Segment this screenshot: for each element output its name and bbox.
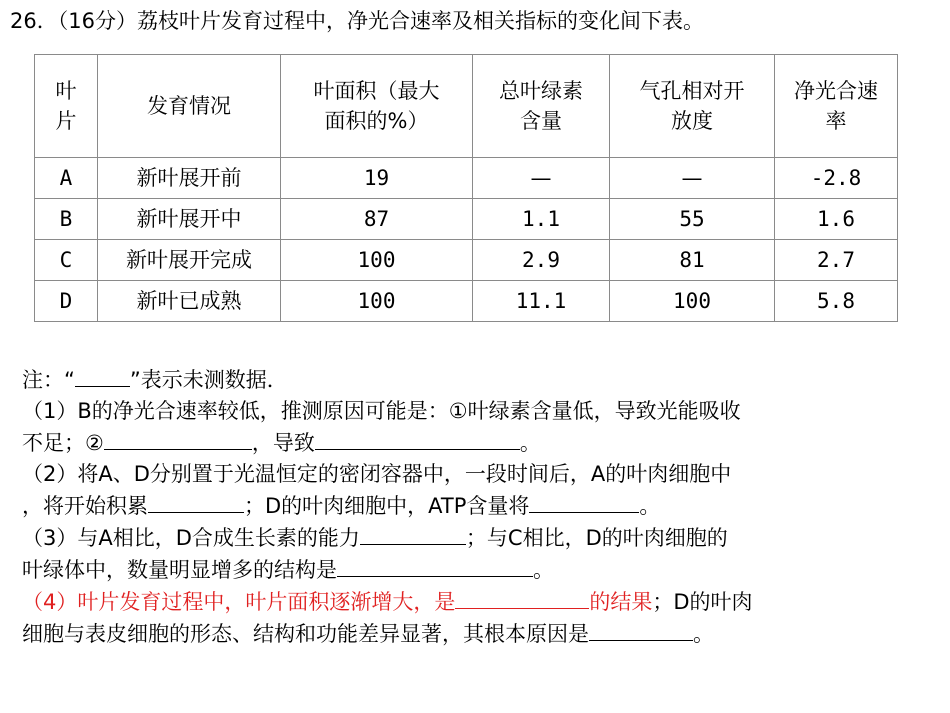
cell-rate: -2.8 xyxy=(775,158,898,199)
q3-line-2 xyxy=(22,554,947,586)
cell-area: 87 xyxy=(281,199,473,240)
header-chlorophyll-line1: 总叶绿素 xyxy=(499,79,583,103)
q4-text-red: （4）叶片发育过程中，叶片面积逐渐增大，是 xyxy=(22,590,456,614)
cell-area: 100 xyxy=(281,240,473,281)
table-row xyxy=(35,199,898,240)
blank-line xyxy=(529,490,639,513)
q1-text-pre: 不足；② xyxy=(22,431,104,455)
cell-leaf: A xyxy=(35,158,98,199)
q4-text-pre: 细胞与表皮细胞的形态、结构和功能差异显著，其根本原因是 xyxy=(22,622,589,646)
header-rate-line1: 净光合速 xyxy=(794,79,878,103)
blank-line xyxy=(315,427,520,450)
header-area-line1: 叶面积（最大 xyxy=(313,79,440,103)
cell-stage: 新叶展开完成 xyxy=(98,240,281,281)
blank-line xyxy=(360,522,466,545)
q3-text-pre2: 叶绿体中，数量明显增多的结构是 xyxy=(22,558,337,582)
cell-stomata: 81 xyxy=(610,240,775,281)
header-stomata-line2: 放度 xyxy=(671,109,713,133)
data-table xyxy=(34,54,898,322)
cell-rate: 1.6 xyxy=(775,199,898,240)
q4-highlight xyxy=(22,590,652,614)
q4-text-post: ；D的叶肉 xyxy=(652,590,753,614)
q4-text-red-end: 的结果 xyxy=(589,590,653,614)
questions-section xyxy=(22,364,947,650)
q4-line-1 xyxy=(22,586,947,618)
q2-text: （2）将A、D分别置于光温恒定的密闭容器中，一段时间后，A的叶肉细胞中 xyxy=(22,462,732,486)
blank-line xyxy=(104,427,252,450)
q1-text-end: 。 xyxy=(519,431,541,455)
header-leaf-line1: 叶 xyxy=(55,79,77,103)
table-header-row xyxy=(35,55,898,158)
cell-stage: 新叶展开前 xyxy=(98,158,281,199)
q1-line-1 xyxy=(22,396,947,427)
q1-text-mid: ，导致 xyxy=(251,431,315,455)
q3-text-mid: ；与C相比，D的叶肉细胞的 xyxy=(465,526,728,550)
header-area xyxy=(281,55,473,158)
q1-text: （1）B的净光合速率较低，推测原因可能是：①叶绿素含量低，导致光能吸收 xyxy=(22,399,741,423)
cell-stomata: 55 xyxy=(610,199,775,240)
cell-area: 19 xyxy=(281,158,473,199)
blank-line xyxy=(148,490,244,513)
cell-stomata: 100 xyxy=(610,281,775,322)
q2-text-mid: ；D的叶肉细胞中，ATP含量将 xyxy=(244,494,530,518)
header-leaf-line2: 片 xyxy=(55,109,77,133)
q2-line-1 xyxy=(22,459,947,490)
note-text-pre: 注：“ xyxy=(22,368,75,392)
blank-line xyxy=(589,618,693,641)
q3-line-1 xyxy=(22,522,947,554)
cell-leaf: D xyxy=(35,281,98,322)
header-stomata-line1: 气孔相对开 xyxy=(639,79,745,103)
table-row xyxy=(35,281,898,322)
blank-line xyxy=(337,554,533,577)
table-row xyxy=(35,240,898,281)
cell-stage: 新叶展开中 xyxy=(98,199,281,240)
header-chlorophyll-line2: 含量 xyxy=(520,109,562,133)
cell-leaf: C xyxy=(35,240,98,281)
cell-chlorophyll: — xyxy=(473,158,610,199)
header-stomata xyxy=(610,55,775,158)
question-title: 26．（16分）荔枝叶片发育过程中，净光合速率及相关指标的变化间下表。 xyxy=(10,9,704,33)
cell-stage: 新叶已成熟 xyxy=(98,281,281,322)
note-text-post: ”表示未测数据． xyxy=(129,368,288,392)
cell-rate: 5.8 xyxy=(775,281,898,322)
header-stage: 发育情况 xyxy=(98,55,281,158)
header-rate-line2: 率 xyxy=(825,109,847,133)
table-row xyxy=(35,158,898,199)
q2-text-end: 。 xyxy=(639,494,661,518)
header-chlorophyll xyxy=(473,55,610,158)
header-rate xyxy=(775,55,898,158)
q2-line-2 xyxy=(22,490,947,522)
blank-line xyxy=(75,364,130,387)
q3-text-end: 。 xyxy=(533,558,554,582)
cell-chlorophyll: 2.9 xyxy=(473,240,610,281)
cell-chlorophyll: 1.1 xyxy=(473,199,610,240)
q2-text-pre: ，将开始积累 xyxy=(22,494,148,518)
blank-line xyxy=(455,586,589,609)
cell-chlorophyll: 11.1 xyxy=(473,281,610,322)
cell-stomata: — xyxy=(610,158,775,199)
header-leaf xyxy=(35,55,98,158)
cell-leaf: B xyxy=(35,199,98,240)
header-area-line2: 面积的%） xyxy=(324,109,429,133)
q3-text-pre: （3）与A相比，D合成生长素的能力 xyxy=(22,526,360,550)
q1-line-2 xyxy=(22,427,947,459)
cell-area: 100 xyxy=(281,281,473,322)
q4-line-2 xyxy=(22,618,947,650)
note-line xyxy=(22,364,947,396)
q4-text-end: 。 xyxy=(693,622,714,646)
cell-rate: 2.7 xyxy=(775,240,898,281)
